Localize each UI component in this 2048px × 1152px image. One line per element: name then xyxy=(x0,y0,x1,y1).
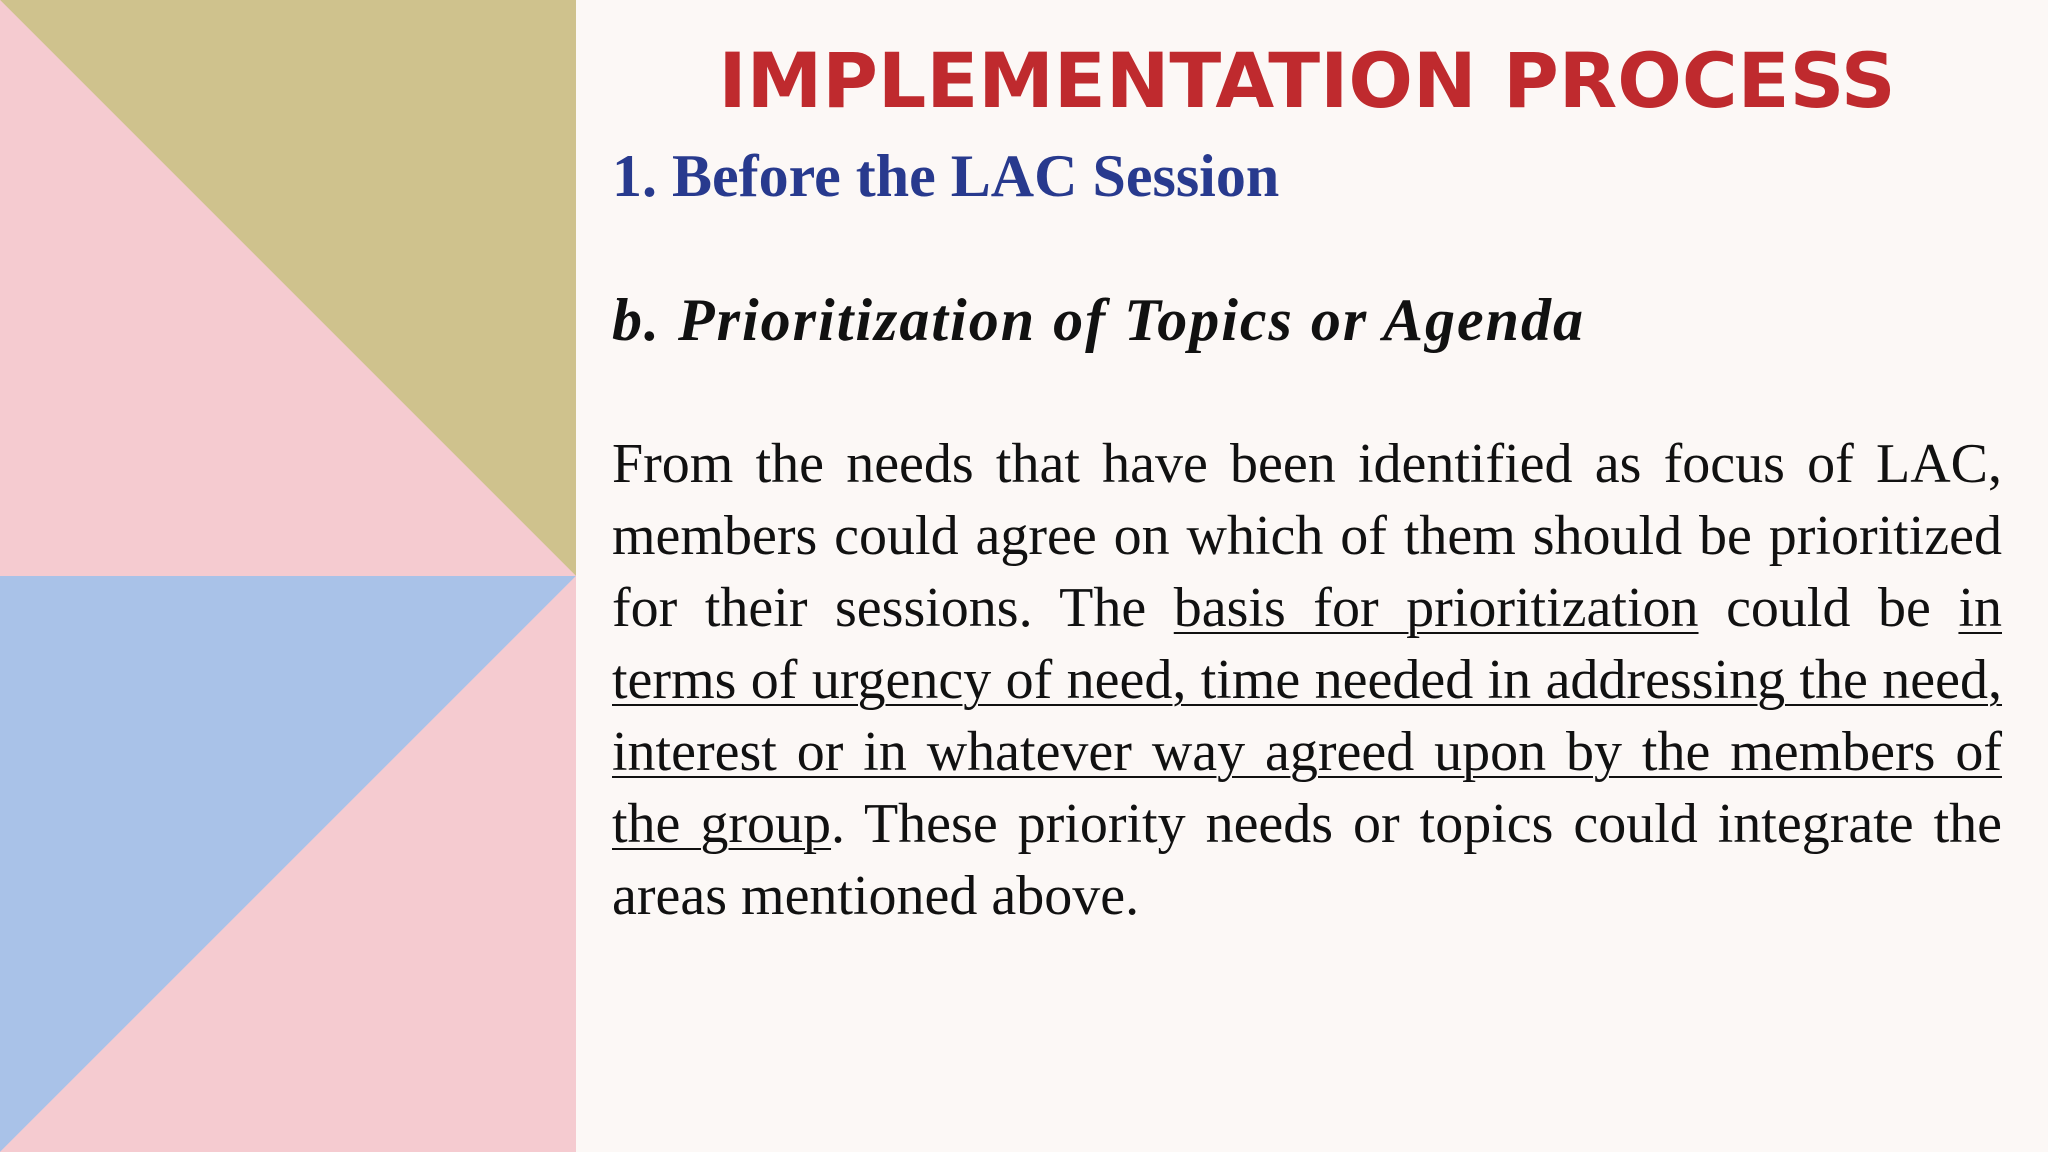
body-paragraph xyxy=(612,428,2002,932)
slide-content xyxy=(612,0,2002,1152)
subsection-heading: b. Prioritization of Topics or Agenda xyxy=(612,287,1586,353)
slide-title: IMPLEMENTATION PROCESS xyxy=(718,36,1896,125)
paragraph-text: From the needs that have been identified as focus of LAC, members could agree on which of them should be prioritized for their sessions. The xyxy=(612,433,2002,639)
section-heading: 1. Before the LAC Session xyxy=(612,143,1280,209)
decorative-triangles xyxy=(0,0,576,1152)
paragraph-text: . These priority needs or topics could integrate the areas mentioned above. xyxy=(612,793,2003,927)
paragraph-text: could be xyxy=(1698,577,1959,639)
underlined-phrase: in terms of urgency of need, time needed in addressing the need, interest or in whatever way agreed upon by the members of the group xyxy=(612,577,2002,855)
underlined-phrase: basis for prioritization xyxy=(1173,577,1699,639)
